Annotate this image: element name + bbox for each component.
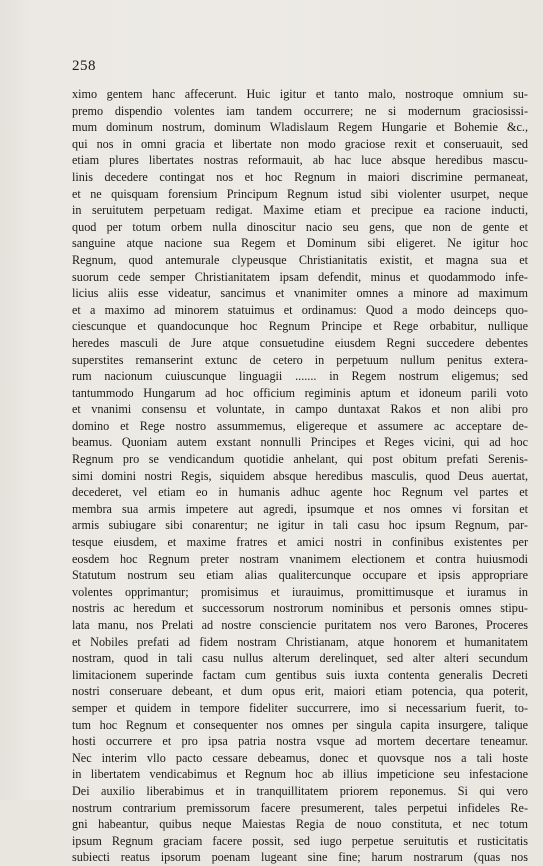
body-text (72, 86, 528, 866)
text-line: sanguine atque nacione sua Regem et Dominum sibi eligeret. Ne igitur hoc (72, 236, 528, 251)
text-line: ipsum Regnum graciam facere possit, sed iugo perpetue seruitutis et rusticitatis (72, 833, 528, 848)
text-line: nostri conseruare debeant, et dum opus erit, maiori etiam potencia, qua poterit, (72, 684, 528, 699)
text-line: hosti occurrere et pro ipsa patria nostra vsque ad mortem decertare teneamur. (72, 734, 528, 749)
text-line: et vnanimi consensu et voluntate, in campo duntaxat Rakos et non alibi pro (72, 402, 528, 417)
text-line: superstites remanserint extunc de cetero in perpetuum nullum penitus extera- (72, 352, 528, 367)
text-line: Statutum nostrum seu etiam alias qualitercunque occupare et ipsis appropriare (72, 568, 528, 583)
text-line: Regnum, quod antemurale clypeusque Christianitatis existit, et magna sua et (72, 252, 528, 267)
text-line: heredes masculi de Jure atque consuetudine eiusdem Regni succedere debentes (72, 335, 528, 350)
text-line: tesque eiusdem, et maxime fratres et amici nostri in confinibus existentes per (72, 535, 528, 550)
text-line: tum hoc Regnum et consequenter nos omnes per singula capita insurgere, talique (72, 717, 528, 732)
text-line: nostris ac heredum et successorum nostrorum nominibus et personis omnes stipu- (72, 601, 528, 616)
text-line: gni habeantur, quibus neque Maiestas Regia de nouo constituta, et nec totum (72, 817, 528, 832)
text-line: Regnum pro se vendicandum quotidie anhelant, qui post obitum prefati Serenis- (72, 452, 528, 467)
text-line: premo dispendio volentes iam tandem occurrere; ne si modernum graciosissi- (72, 103, 528, 118)
text-line: volentes opprimantur; promisimus et iurauimus, promittimusque et iuramus in (72, 584, 528, 599)
text-line: quod per totum orbem nulla dinoscitur nacio seu gens, que non de gente et (72, 219, 528, 234)
text-line: suorum cede semper Christianitatem ipsam defendit, minus et quodammodo infe- (72, 269, 528, 284)
text-line: mum dominum nostrum, dominum Wladislaum Regem Hungarie et Bohemie &c., (72, 120, 528, 135)
text-line: armis subiugare sibi conarentur; ne igitur in tali casu hoc ipsum Regnum, par- (72, 518, 528, 533)
text-line: membra sua armis impetere aut agredi, ipsumque et nos omnes vi forsitan et (72, 501, 528, 516)
text-line: in libertatem vendicabimus et Regnum hoc ab illius impeticione seu infestacione (72, 767, 528, 782)
text-line: nostrum contrarium premissorum facere presumerent, tales perpetui infideles Re- (72, 800, 528, 815)
text-line: subiecti reatus ipsorum poenam lugeant sine fine; harum nostrarum (quas nos (72, 850, 528, 865)
text-line: et ne quisquam forensium Principum Regnum istud sibi violenter usurpet, neque (72, 186, 528, 201)
text-line: tantummodo Hungarum ad hoc officium regiminis aptum et idoneum parili voto (72, 385, 528, 400)
text-line: licius aliis esse videatur, sancimus et vnanimiter omnes a minore ad maximum (72, 286, 528, 301)
text-line: domino et Rege nostro assummemus, eligereque et assumere ac acceptare de- (72, 418, 528, 433)
text-line: decederet, vel etiam eo in humanis adhuc agente hoc Regnum vel partes et (72, 485, 528, 500)
text-line: beamus. Quoniam autem exstant nonnulli Principes et Reges vicini, qui ad hoc (72, 435, 528, 450)
text-line: et a maximo ad minorem statuimus et ordinamus: Quod a modo deinceps quo- (72, 302, 528, 317)
text-line: Dei auxilio liberabimus et in tranquillitatem priorem reponemus. Si qui vero (72, 783, 528, 798)
text-line: linis decedere contingat nos et hoc Regnum in maiori discrimine permaneat, (72, 169, 528, 184)
text-line: Nec interim vllo pacto cessare debeamus, donec et quovsque nos a tali hoste (72, 750, 528, 765)
text-line: in seruitutem perpetuam redigat. Maxime etiam et precipue ea racione inducti, (72, 203, 528, 218)
text-line: eosdem hoc Regnum preter nostram vnanimem electionem et contra huiusmodi (72, 551, 528, 566)
text-line: ciescunque et quandocunque hoc Regnum Principe et Rege orbabitur, nullique (72, 319, 528, 334)
text-line: ximo gentem hanc affecerunt. Huic igitur et tanto malo, nostroque omnium su- (72, 87, 528, 101)
text-line: etiam plures libertates nostras reformauit, ab hac luce absque heredibus mascu- (72, 153, 528, 168)
text-line: rum nacionum cuiuscunque linguagii ....... in Regem nostrum eligemus; sed (72, 369, 528, 384)
text-line: nostram, quod in tali casu nullus alterum derelinquet, sed alter alteri secundum (72, 651, 528, 666)
text-line: qui nos in omni gracia et libertate non modo graciose rexit et conseruauit, sed (72, 136, 528, 151)
text-line: semper et quidem in tempore fideliter succurrere, imo si necessarium fuerit, to- (72, 700, 528, 715)
text-line: limitacionem superinde factam cum gentibus suis iuxta contenta generalis Decreti (72, 667, 528, 682)
text-line: lata manu, nos Prelati ad nostre consciencie puritatem nos vero Barones, Proceres (72, 618, 528, 632)
page-number: 258 (72, 58, 96, 74)
text-line: simi domini nostri Regis, siquidem absque heredibus masculis, quod Deus auertat, (72, 468, 528, 483)
text-line: et Nobiles prefati ad fidem nostram Christianam, atque honorem et humanitatem (72, 634, 528, 649)
